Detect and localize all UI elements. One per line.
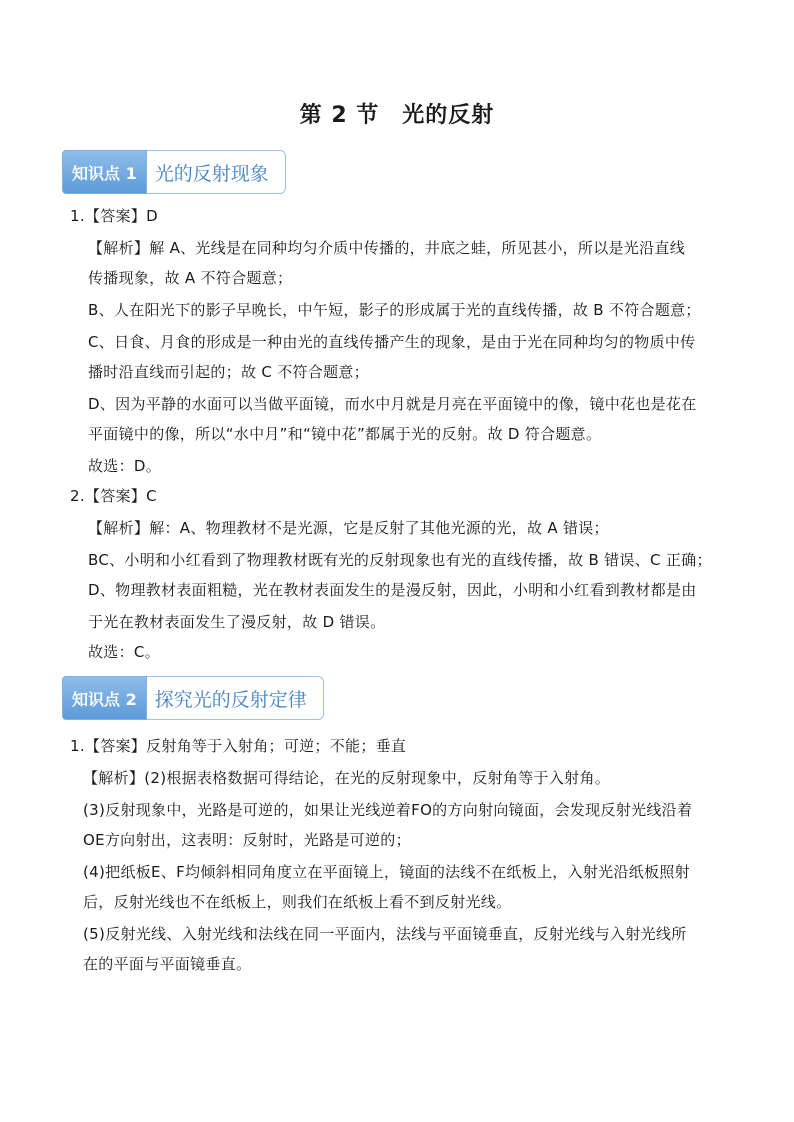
analysis-line: (4)把纸板E、F均倾斜相同角度立在平面镜上，镜面的法线不在纸板上，入射光沿纸板照射 xyxy=(83,863,690,881)
analysis-line: 后，反射光线也不在纸板上，则我们在纸板上看不到反射光线。 xyxy=(83,893,512,911)
answer-line: 1.【答案】D xyxy=(70,207,158,225)
analysis-line: (5)反射光线、入射光线和法线在同一平面内，法线与平面镜垂直，反射光线与入射光线所 xyxy=(83,925,687,943)
knowledge-point-badge: 知识点 2 xyxy=(62,676,147,720)
analysis-line: 【解析】解 A、光线是在同种均匀介质中传播的，井底之蛙，所见甚小，所以是光沿直线 xyxy=(88,239,686,257)
section-heading-1 xyxy=(62,150,286,194)
knowledge-point-title: 探究光的反射定律 xyxy=(147,676,324,720)
knowledge-point-title: 光的反射现象 xyxy=(147,150,286,194)
analysis-line: 在的平面与平面镜垂直。 xyxy=(83,955,252,973)
analysis-line: BC、小明和小红看到了物理教材既有光的反射现象也有光的直线传播，故 B 错误、C 正确； xyxy=(88,551,712,569)
answer-line: 2.【答案】C xyxy=(70,487,157,505)
analysis-line: 【解析】解：A、物理教材不是光源，它是反射了其他光源的光，故 A 错误； xyxy=(88,519,609,537)
section-heading-2 xyxy=(62,676,324,720)
analysis-line: 传播现象，故 A 不符合题意； xyxy=(88,269,293,287)
analysis-line: 平面镜中的像，所以“水中月”和“镜中花”都属于光的反射。故 D 符合题意。 xyxy=(88,425,602,443)
analysis-line: 故选：D。 xyxy=(88,457,162,475)
analysis-line: 于光在教材表面发生了漫反射，故 D 错误。 xyxy=(88,613,386,631)
analysis-line: D、物理教材表面粗糙，光在教材表面发生的是漫反射，因此，小明和小红看到教材都是由 xyxy=(88,581,697,599)
analysis-line: 【解析】(2)根据表格数据可得结论，在光的反射现象中，反射角等于入射角。 xyxy=(83,769,611,787)
analysis-line: 故选：C。 xyxy=(88,643,160,661)
knowledge-point-badge: 知识点 1 xyxy=(62,150,147,194)
analysis-line: 播时沿直线而引起的；故 C 不符合题意； xyxy=(88,363,370,381)
analysis-line: (3)反射现象中，光路是可逆的，如果让光线逆着FO的方向射向镜面，会发现反射光线沿着 xyxy=(83,801,693,819)
page-title: 第 2 节 光的反射 xyxy=(299,103,495,128)
analysis-line: C、日食、月食的形成是一种由光的直线传播产生的现象，是由于光在同种均匀的物质中传 xyxy=(88,333,696,351)
analysis-line: B、人在阳光下的影子早晚长，中午短，影子的形成属于光的直线传播，故 B 不符合题意； xyxy=(88,301,701,319)
answer-line: 1.【答案】反射角等于入射角；可逆；不能；垂直 xyxy=(70,737,407,755)
analysis-line: OE方向射出，这表明：反射时，光路是可逆的； xyxy=(83,831,411,849)
analysis-line: D、因为平静的水面可以当做平面镜，而水中月就是月亮在平面镜中的像，镜中花也是花在 xyxy=(88,395,697,413)
